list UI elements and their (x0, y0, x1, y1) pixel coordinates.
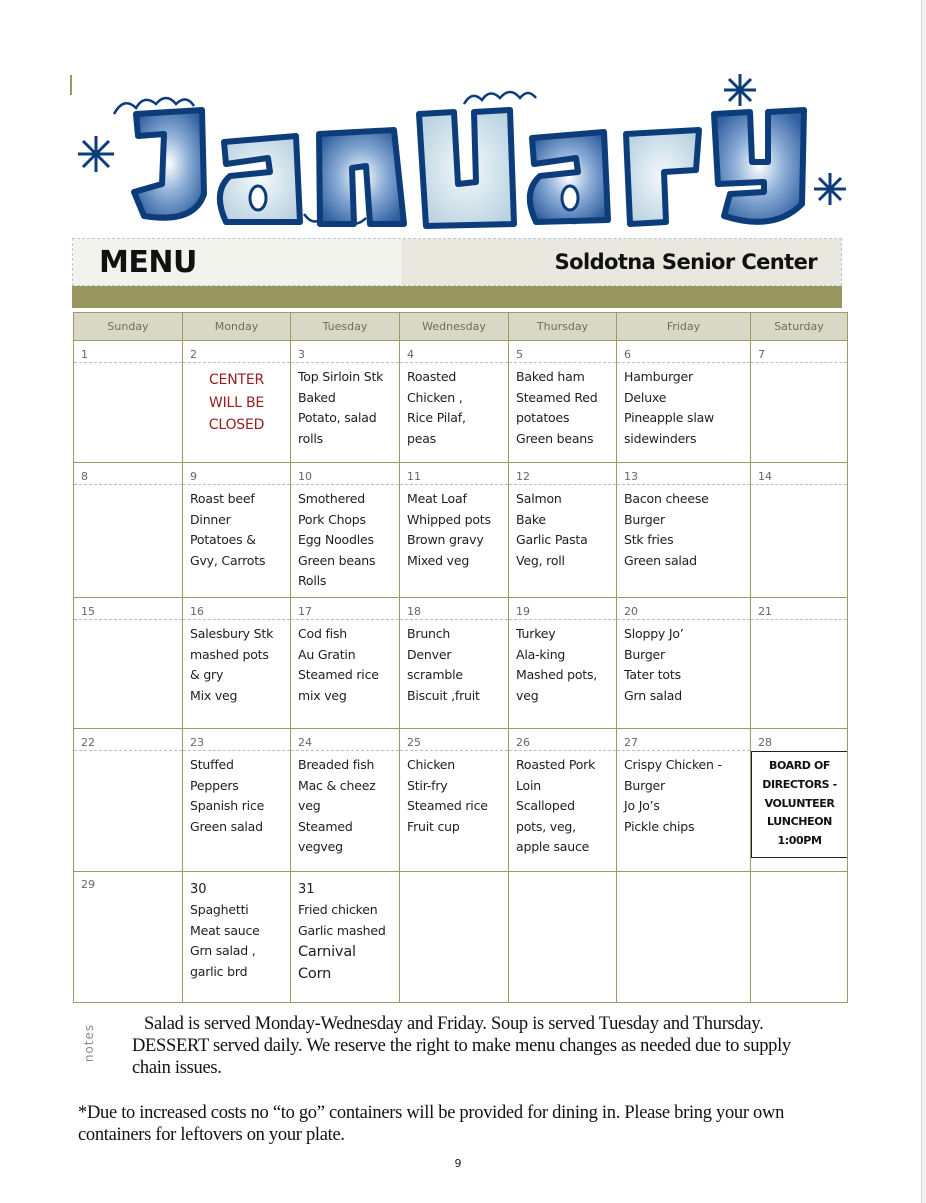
title-bar (72, 238, 842, 286)
day-number: 31 (298, 882, 315, 897)
meal-item: Cod fish (298, 626, 347, 641)
meal-item: potatoes (516, 410, 570, 426)
olive-divider-bar (72, 286, 842, 308)
day-cell (74, 598, 183, 729)
meal-list (617, 363, 750, 453)
meal-item: Denver (407, 646, 452, 662)
meal-item: Smothered (298, 491, 365, 506)
day-number: 17 (291, 598, 399, 620)
meal-item: Bake (516, 511, 546, 527)
meal-item: veg (516, 687, 539, 703)
day-cell (291, 463, 400, 598)
day-number: 28 (758, 736, 772, 749)
day-cell (74, 341, 183, 463)
meal-item: Pineapple slaw (624, 410, 715, 426)
day-cell (751, 872, 848, 1003)
meal-item: Roasted Pork (516, 757, 596, 772)
day-number: 24 (291, 729, 399, 751)
weekday-header: Saturday (751, 313, 848, 341)
meal-list (291, 751, 399, 862)
meal-item: Meat sauce (190, 922, 260, 938)
meal-item: Fruit cup (407, 818, 460, 834)
meal-item: Au Gratin (298, 646, 356, 662)
day-number: 6 (617, 341, 750, 363)
event-line: VOLUNTEER (764, 796, 835, 810)
weekday-header: Sunday (74, 313, 183, 341)
day-cell (509, 729, 617, 872)
day-cell (291, 872, 400, 1003)
day-number: 12 (509, 463, 616, 485)
meal-item: Chicken (407, 757, 456, 772)
day-cell (183, 341, 291, 463)
page-edge (921, 0, 926, 1203)
weekday-header-row (74, 313, 848, 341)
meal-item: Salmon (516, 491, 562, 506)
event-line: DIRECTORS - (762, 777, 837, 791)
day-cell (751, 463, 848, 598)
week-row (74, 729, 848, 872)
meal-item: Mac & cheez (298, 777, 376, 793)
meal-list (509, 620, 616, 710)
meal-item: apple sauce (516, 839, 590, 855)
meal-item: Tater tots (624, 667, 681, 683)
meal-item: Rice Pilaf, (407, 410, 466, 426)
meal-item: Loin (516, 777, 541, 793)
weekday-header: Friday (617, 313, 751, 341)
january-banner (74, 74, 850, 234)
closed-line: WILL BE (208, 394, 265, 411)
meal-item: Dinner (190, 511, 231, 527)
meal-item: Pickle chips (624, 818, 695, 834)
closed-line: CLOSED (208, 417, 265, 433)
meal-item: Garlic mashed (298, 922, 386, 938)
meal-item: Potatoes & (190, 532, 256, 548)
day-cell (400, 872, 509, 1003)
day-number: 9 (183, 463, 290, 485)
meal-item: Egg Noodles (298, 532, 374, 548)
meal-list (400, 485, 508, 575)
meal-item: Bacon cheese (624, 491, 709, 506)
meal-item: Sloppy Jo’ (624, 626, 684, 641)
meal-item: Gvy, Carrots (190, 552, 266, 568)
meal-list (509, 751, 616, 862)
meal-item: Stuffed (190, 757, 234, 772)
closed-line: CENTER (208, 372, 265, 388)
meal-item: Steamed (298, 818, 353, 834)
day-cell (509, 872, 617, 1003)
meal-item: Breaded fish (298, 757, 375, 772)
meal-list (291, 900, 399, 989)
meal-item: Mixed veg (407, 552, 470, 568)
day-cell (400, 729, 509, 872)
menu-calendar (73, 312, 848, 1003)
meal-item: Crispy Chicken - (624, 757, 722, 772)
meal-list (183, 900, 290, 986)
day-cell (183, 729, 291, 872)
january-title-art (74, 74, 850, 234)
day-number: 2 (183, 341, 290, 363)
day-number: 20 (617, 598, 750, 620)
menu-title: MENU (99, 244, 197, 280)
meal-item: Meat Loaf (407, 491, 467, 506)
day-cell (400, 463, 509, 598)
day-cell (400, 598, 509, 729)
day-number: 19 (509, 598, 616, 620)
day-number: 13 (617, 463, 750, 485)
day-cell (183, 463, 291, 598)
day-cell (400, 341, 509, 463)
meal-list (183, 620, 290, 710)
meal-item: peas (407, 430, 436, 446)
weekday-header: Tuesday (291, 313, 400, 341)
day-number: 11 (400, 463, 508, 485)
notes-label-text: notes (82, 1023, 97, 1063)
meal-item: Spanish rice (190, 798, 265, 814)
closed-notice (183, 363, 290, 441)
day-number: 26 (509, 729, 616, 751)
meal-item: Brown gravy (407, 532, 484, 548)
meal-item: Chicken , (407, 389, 463, 405)
week-row (74, 872, 848, 1003)
meal-item: mix veg (298, 687, 347, 703)
meal-list (400, 620, 508, 710)
meal-list (509, 363, 616, 453)
meal-item: Rolls (298, 573, 327, 589)
week-row (74, 341, 848, 463)
day-cell (74, 872, 183, 1003)
meal-item: Roasted (407, 369, 457, 384)
day-number: 10 (291, 463, 399, 485)
meal-list (617, 751, 750, 841)
meal-item: Peppers (190, 777, 239, 793)
meal-item: Burger (624, 646, 665, 662)
meal-item: Biscuit ,fruit (407, 687, 480, 703)
day-cell (74, 729, 183, 872)
title-right-panel (401, 239, 841, 285)
meal-item: Steamed rice (407, 798, 488, 814)
day-cell (617, 872, 751, 1003)
day-cell (617, 463, 751, 598)
weekday-header: Monday (183, 313, 291, 341)
meal-item: Scalloped (516, 798, 575, 814)
day-cell (751, 729, 848, 872)
week-row (74, 463, 848, 598)
weekday-header: Wednesday (400, 313, 509, 341)
meal-item: vegveg (298, 839, 343, 855)
meal-item: Burger (624, 777, 665, 793)
day-number: 22 (74, 729, 182, 751)
meal-item: mashed pots (190, 646, 269, 662)
day-cell (617, 729, 751, 872)
weekday-header: Thursday (509, 313, 617, 341)
day-number: 4 (400, 341, 508, 363)
meal-item: Grn salad , (190, 943, 256, 959)
event-line: LUNCHEON (767, 815, 832, 829)
meal-list (183, 485, 290, 575)
day-number: 29 (81, 878, 95, 891)
meal-item: Top Sirloin Stk (298, 369, 384, 384)
day-number: 23 (183, 729, 290, 751)
meal-list (291, 620, 399, 710)
day-number: 1 (74, 341, 182, 363)
meal-item: Stir-fry (407, 777, 448, 793)
day-cell (751, 598, 848, 729)
day-cell (509, 463, 617, 598)
meal-list (617, 620, 750, 710)
meal-item: Jo Jo’s (624, 798, 660, 814)
corner-mark (70, 75, 72, 95)
meal-item: Ala-king (516, 646, 566, 662)
meal-list (400, 751, 508, 841)
meal-item: Salesbury Stk (190, 626, 274, 641)
meal-item: Burger (624, 511, 665, 527)
meal-item: Whipped pots (407, 511, 491, 527)
meal-item: Mashed pots, (516, 667, 598, 683)
meal-item: Green beans (516, 430, 594, 446)
meal-list (400, 363, 508, 453)
day-number: 18 (400, 598, 508, 620)
meal-item: Roast beef (190, 491, 255, 506)
meal-item: Green beans (298, 552, 376, 568)
meal-list (617, 485, 750, 575)
day-cell (509, 341, 617, 463)
meal-item: Steamed rice (298, 667, 379, 683)
day-number: 5 (509, 341, 616, 363)
meal-item: scramble (407, 667, 463, 683)
event-notice (751, 751, 848, 858)
meal-item: Spaghetti (190, 902, 249, 917)
notes-text: Salad is served Monday-Wednesday and Friday. Soup is served Tuesday and Thursday. DESSERT served daily. We reserve the right to make menu changes as needed due to supply chain issues. (132, 1014, 791, 1078)
meal-item: Grn salad (624, 687, 682, 703)
meal-item: Turkey (516, 626, 556, 641)
meal-item: Garlic Pasta (516, 532, 588, 548)
meal-item: & gry (190, 667, 224, 683)
organization-name: Soldotna Senior Center (554, 250, 817, 274)
meal-item: Stk fries (624, 532, 674, 548)
containers-disclaimer: *Due to increased costs no “to go” containers will be provided for dining in. Please bring your own containers for leftovers on your plate. (78, 1103, 785, 1145)
day-number: 27 (617, 729, 750, 751)
meal-item: sidewinders (624, 430, 697, 446)
meal-item: Steamed Red (516, 389, 598, 405)
meal-item: Carnival (298, 944, 356, 961)
page-number: 9 (454, 1157, 462, 1170)
week-row (74, 598, 848, 729)
day-cell (183, 598, 291, 729)
meal-item: garlic brd (190, 963, 248, 979)
event-line: BOARD OF (768, 759, 831, 772)
day-cell (291, 598, 400, 729)
day-cell (183, 872, 291, 1003)
meal-item: Brunch (407, 626, 451, 641)
meal-list (183, 751, 290, 841)
meal-item: Corn (298, 966, 332, 983)
meal-item: veg (298, 798, 321, 814)
meal-item: Baked (298, 389, 336, 405)
day-number: 15 (74, 598, 182, 620)
meal-item: Green salad (190, 818, 263, 834)
meal-item: Hamburger (624, 369, 693, 384)
day-number: 21 (751, 598, 847, 620)
day-number: 14 (751, 463, 847, 485)
meal-list (291, 363, 399, 453)
day-number: 3 (291, 341, 399, 363)
meal-item: Green salad (624, 552, 697, 568)
meal-item: Potato, salad (298, 410, 377, 426)
meal-item: Fried chicken (298, 902, 378, 917)
day-number: 8 (74, 463, 182, 485)
day-cell (509, 598, 617, 729)
day-number: 25 (400, 729, 508, 751)
meal-item: Mix veg (190, 687, 238, 703)
day-cell (617, 598, 751, 729)
day-cell (291, 341, 400, 463)
day-cell (617, 341, 751, 463)
meal-item: Pork Chops (298, 511, 366, 527)
day-number: 30 (190, 882, 207, 897)
day-cell (74, 463, 183, 598)
day-cell (291, 729, 400, 872)
meal-list (509, 485, 616, 575)
meal-item: Deluxe (624, 389, 667, 405)
meal-list (291, 485, 399, 596)
meal-item: Baked ham (516, 369, 585, 384)
event-line: 1:00PM (777, 834, 822, 848)
meal-item: pots, veg, (516, 818, 576, 834)
day-cell (751, 341, 848, 463)
meal-item: rolls (298, 430, 323, 446)
notes-label (80, 1020, 100, 1070)
day-number: 16 (183, 598, 290, 620)
meal-item: Veg, roll (516, 552, 565, 568)
title-left-panel (73, 239, 401, 285)
day-number: 7 (751, 341, 847, 363)
